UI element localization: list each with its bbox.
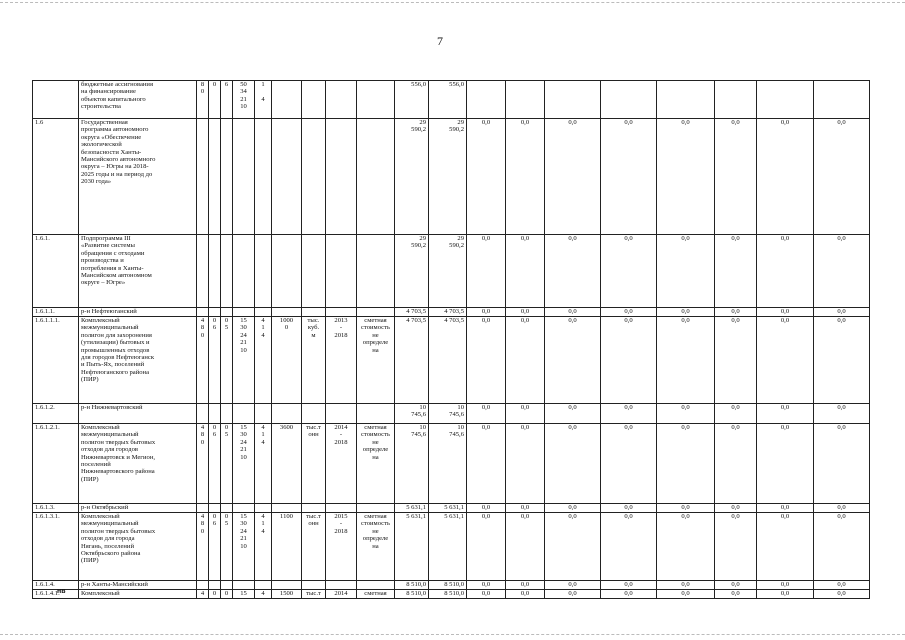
cell-year-2030 bbox=[814, 81, 870, 119]
cell-year-2020: 0,0 bbox=[506, 504, 545, 513]
cell-year-2025: 0,0 bbox=[757, 317, 814, 404]
cell-year-2030: 0,0 bbox=[814, 513, 870, 581]
cell-year-2030: 0,0 bbox=[814, 504, 870, 513]
cell-total-value: 8 510,0 bbox=[395, 590, 429, 599]
cell-year-2024: 0,0 bbox=[715, 235, 757, 308]
table-row bbox=[33, 504, 870, 513]
cell-code-b: 0 bbox=[209, 590, 221, 599]
cell-year-2022: 0,0 bbox=[601, 317, 657, 404]
cell-item-name: Комплексный bbox=[79, 590, 197, 599]
cell-code-d bbox=[233, 235, 255, 308]
cell-year-2022: 0,0 bbox=[601, 424, 657, 504]
cell-budget-value: 8 510,0 bbox=[429, 590, 467, 599]
cell-item-name: Комплексный межмуниципальный полигон твердых бытовых отходов для городов Нижневартовск и Мегион, поселений Нижневартовского района (ПИР) bbox=[79, 424, 197, 504]
cell-code-d bbox=[233, 119, 255, 235]
cell-cost bbox=[357, 119, 395, 235]
cell-code-c bbox=[221, 235, 233, 308]
cell-year-2019: 0,0 bbox=[467, 513, 506, 581]
cell-year-2021: 0,0 bbox=[545, 504, 601, 513]
cell-code-b bbox=[209, 504, 221, 513]
cell-total-value: 5 631,1 bbox=[395, 504, 429, 513]
table-row bbox=[33, 424, 870, 504]
cell-row-number: 1.6.1.3. bbox=[33, 504, 79, 513]
cell-year-2023 bbox=[657, 81, 715, 119]
cell-cost bbox=[357, 235, 395, 308]
cell-cost bbox=[357, 81, 395, 119]
cell-unit: тыс.т онн bbox=[302, 513, 326, 581]
cell-total-value: 29 590,2 bbox=[395, 235, 429, 308]
cell-code-a bbox=[197, 119, 209, 235]
cell-budget-value: 8 510,0 bbox=[429, 581, 467, 590]
cell-unit bbox=[302, 308, 326, 317]
cell-year-2023: 0,0 bbox=[657, 581, 715, 590]
cell-cost: сметная стоимость не определе на bbox=[357, 513, 395, 581]
cell-year-2025: 0,0 bbox=[757, 513, 814, 581]
cell-capacity: 1100 bbox=[272, 513, 302, 581]
scan-top-edge bbox=[0, 2, 905, 3]
cell-code-d bbox=[233, 581, 255, 590]
cell-item-name: Комплексный межмуниципальный полигон твердых бытовых отходов для города Нягань, поселений Октябрьского района (ПИР) bbox=[79, 513, 197, 581]
cell-budget-value: 10 745,6 bbox=[429, 424, 467, 504]
cell-code-a: 8 0 bbox=[197, 81, 209, 119]
cell-row-number: 1.6.1.4. bbox=[33, 581, 79, 590]
cell-unit bbox=[302, 404, 326, 424]
cell-code-d: 15 30 24 21 10 bbox=[233, 513, 255, 581]
scan-bottom-edge bbox=[0, 634, 905, 635]
cell-year-2019 bbox=[467, 81, 506, 119]
cell-code-c: 6 bbox=[221, 81, 233, 119]
cell-year-2022: 0,0 bbox=[601, 119, 657, 235]
cell-capacity bbox=[272, 581, 302, 590]
cell-capacity bbox=[272, 404, 302, 424]
cell-year-2019: 0,0 bbox=[467, 119, 506, 235]
cell-code-a: 4 bbox=[197, 590, 209, 599]
cell-code-b: 0 6 bbox=[209, 424, 221, 504]
cell-year-2022: 0,0 bbox=[601, 581, 657, 590]
cell-year-2023: 0,0 bbox=[657, 235, 715, 308]
cell-code-b bbox=[209, 581, 221, 590]
cell-year-2020: 0,0 bbox=[506, 308, 545, 317]
cell-code-c bbox=[221, 404, 233, 424]
cell-year-2022: 0,0 bbox=[601, 504, 657, 513]
cell-code-d: 15 30 24 21 10 bbox=[233, 424, 255, 504]
cell-code-d bbox=[233, 308, 255, 317]
cell-year-2024: 0,0 bbox=[715, 317, 757, 404]
cell-item-name: Государственная программа автономного округа «Обеспечение экологической безопасности Ханты- Мансийского автономного округа – Югры на 2018- 2025 годы и на период до 2030 года» bbox=[79, 119, 197, 235]
cell-row-number: 1.6.1.2.1. bbox=[33, 424, 79, 504]
cell-code-b: 0 6 bbox=[209, 513, 221, 581]
cell-item-name: бюджетные ассигнования на финансирование объектов капитального строительства bbox=[79, 81, 197, 119]
cell-code-b bbox=[209, 308, 221, 317]
cell-row-number bbox=[33, 81, 79, 119]
cell-code-e: 4 bbox=[255, 590, 272, 599]
cell-total-value: 8 510,0 bbox=[395, 581, 429, 590]
cell-year-2021: 0,0 bbox=[545, 235, 601, 308]
cell-code-d bbox=[233, 404, 255, 424]
cell-year-2020: 0,0 bbox=[506, 235, 545, 308]
table-row bbox=[33, 119, 870, 235]
cell-year-2019: 0,0 bbox=[467, 590, 506, 599]
cell-code-a bbox=[197, 404, 209, 424]
cell-year-2023: 0,0 bbox=[657, 404, 715, 424]
cell-capacity: 3600 bbox=[272, 424, 302, 504]
cell-year-2024 bbox=[715, 81, 757, 119]
cell-year-2021: 0,0 bbox=[545, 590, 601, 599]
cell-code-c bbox=[221, 119, 233, 235]
cell-code-d: 50 34 21 10 bbox=[233, 81, 255, 119]
cell-year-2022: 0,0 bbox=[601, 513, 657, 581]
cell-year-2022 bbox=[601, 81, 657, 119]
cell-year-2024: 0,0 bbox=[715, 308, 757, 317]
cell-capacity: 1500 bbox=[272, 590, 302, 599]
cell-code-e bbox=[255, 504, 272, 513]
cell-code-e bbox=[255, 404, 272, 424]
cell-year-2019: 0,0 bbox=[467, 308, 506, 317]
cell-year-2021 bbox=[545, 81, 601, 119]
cell-item-name: р-н Октябрьский bbox=[79, 504, 197, 513]
table-row bbox=[33, 81, 870, 119]
cell-year-2025: 0,0 bbox=[757, 424, 814, 504]
cell-period bbox=[326, 581, 357, 590]
cell-code-d: 15 bbox=[233, 590, 255, 599]
cell-year-2025: 0,0 bbox=[757, 404, 814, 424]
cell-year-2025: 0,0 bbox=[757, 590, 814, 599]
cell-total-value: 4 703,5 bbox=[395, 317, 429, 404]
cell-year-2022: 0,0 bbox=[601, 308, 657, 317]
cell-budget-value: 10 745,6 bbox=[429, 404, 467, 424]
cell-year-2020: 0,0 bbox=[506, 317, 545, 404]
cell-total-value: 4 703,5 bbox=[395, 308, 429, 317]
cell-code-d: 15 30 24 21 10 bbox=[233, 317, 255, 404]
cell-row-number: 1.6 bbox=[33, 119, 79, 235]
cell-code-a: 4 8 0 bbox=[197, 424, 209, 504]
cell-capacity bbox=[272, 81, 302, 119]
cell-year-2030: 0,0 bbox=[814, 590, 870, 599]
cell-year-2025: 0,0 bbox=[757, 308, 814, 317]
cell-budget-value: 4 703,5 bbox=[429, 308, 467, 317]
cell-unit: тыс. куб. м bbox=[302, 317, 326, 404]
cell-row-number: 1.6.1. bbox=[33, 235, 79, 308]
cell-year-2024: 0,0 bbox=[715, 513, 757, 581]
cell-unit bbox=[302, 119, 326, 235]
cell-year-2025 bbox=[757, 81, 814, 119]
cell-code-a: 4 8 0 bbox=[197, 317, 209, 404]
cell-period bbox=[326, 404, 357, 424]
cell-cost bbox=[357, 581, 395, 590]
cell-item-name: р-н Нефтеюганский bbox=[79, 308, 197, 317]
cell-year-2019: 0,0 bbox=[467, 317, 506, 404]
cell-year-2020: 0,0 bbox=[506, 404, 545, 424]
cell-total-value: 10 745,6 bbox=[395, 424, 429, 504]
cell-cost: сметная стоимость не определе на bbox=[357, 317, 395, 404]
cell-code-e: 4 1 4 bbox=[255, 424, 272, 504]
cell-code-c: 0 bbox=[221, 590, 233, 599]
cell-period: 2014 bbox=[326, 590, 357, 599]
cell-total-value: 10 745,6 bbox=[395, 404, 429, 424]
cell-item-name: р-н Нижневартовский bbox=[79, 404, 197, 424]
cell-budget-value: 29 590,2 bbox=[429, 235, 467, 308]
cell-code-b: 0 bbox=[209, 81, 221, 119]
cell-cost bbox=[357, 404, 395, 424]
cell-cost: сметная bbox=[357, 590, 395, 599]
cell-year-2020 bbox=[506, 81, 545, 119]
cell-capacity bbox=[272, 235, 302, 308]
table-row bbox=[33, 581, 870, 590]
cell-capacity bbox=[272, 504, 302, 513]
cell-unit: тыс.т bbox=[302, 590, 326, 599]
cell-code-a bbox=[197, 504, 209, 513]
cell-year-2021: 0,0 bbox=[545, 404, 601, 424]
cell-year-2021: 0,0 bbox=[545, 308, 601, 317]
cell-code-c bbox=[221, 581, 233, 590]
cell-year-2025: 0,0 bbox=[757, 235, 814, 308]
cell-year-2023: 0,0 bbox=[657, 513, 715, 581]
cell-code-b: 0 6 bbox=[209, 317, 221, 404]
cell-cost: сметная стоимость не определе на bbox=[357, 424, 395, 504]
cell-unit bbox=[302, 581, 326, 590]
cell-period bbox=[326, 81, 357, 119]
table-row bbox=[33, 513, 870, 581]
cell-year-2020: 0,0 bbox=[506, 513, 545, 581]
page-number: 7 bbox=[437, 34, 443, 48]
cell-year-2024: 0,0 bbox=[715, 581, 757, 590]
cell-period: 2013 - 2018 bbox=[326, 317, 357, 404]
cell-year-2030: 0,0 bbox=[814, 404, 870, 424]
cell-period: 2015 - 2018 bbox=[326, 513, 357, 581]
cell-year-2021: 0,0 bbox=[545, 424, 601, 504]
cell-total-value: 5 631,1 bbox=[395, 513, 429, 581]
cell-code-e: 4 1 4 bbox=[255, 317, 272, 404]
cell-year-2030: 0,0 bbox=[814, 317, 870, 404]
cell-code-a bbox=[197, 235, 209, 308]
cell-year-2024: 0,0 bbox=[715, 590, 757, 599]
cell-budget-value: 4 703,5 bbox=[429, 317, 467, 404]
cell-capacity bbox=[272, 308, 302, 317]
cell-item-name: р-н Ханты-Мансийский bbox=[79, 581, 197, 590]
cell-year-2030: 0,0 bbox=[814, 235, 870, 308]
cell-year-2021: 0,0 bbox=[545, 513, 601, 581]
cell-year-2019: 0,0 bbox=[467, 404, 506, 424]
cell-year-2022: 0,0 bbox=[601, 235, 657, 308]
cell-row-number: 1.6.1.3.1. bbox=[33, 513, 79, 581]
cell-row-number: 1.6.1.1. bbox=[33, 308, 79, 317]
cell-item-name: Подпрограмма III «Развитие системы обращения с отходами производства и потребления в Ханты- Мансийском автономном округе – Югре» bbox=[79, 235, 197, 308]
cell-code-e bbox=[255, 308, 272, 317]
cell-code-e: 4 1 4 bbox=[255, 513, 272, 581]
cell-year-2020: 0,0 bbox=[506, 581, 545, 590]
cell-year-2024: 0,0 bbox=[715, 404, 757, 424]
cell-period bbox=[326, 119, 357, 235]
cell-code-a: 4 8 0 bbox=[197, 513, 209, 581]
cell-year-2019: 0,0 bbox=[467, 581, 506, 590]
cell-row-number: 1.6.1.2. bbox=[33, 404, 79, 424]
cell-code-b bbox=[209, 235, 221, 308]
cell-year-2023: 0,0 bbox=[657, 317, 715, 404]
table-row bbox=[33, 317, 870, 404]
cell-period: 2014 - 2018 bbox=[326, 424, 357, 504]
cell-year-2021: 0,0 bbox=[545, 119, 601, 235]
cell-year-2019: 0,0 bbox=[467, 424, 506, 504]
cell-year-2023: 0,0 bbox=[657, 504, 715, 513]
cell-code-c: 0 5 bbox=[221, 317, 233, 404]
cell-item-name: Комплексный межмуниципальный полигон для захоронения (утилизации) бытовых и промышленных отходов для городов Нефтеюганск и Пыть-Ях, поселений Нефтеюганского района (ПИР) bbox=[79, 317, 197, 404]
cell-unit bbox=[302, 81, 326, 119]
cell-year-2030: 0,0 bbox=[814, 119, 870, 235]
cell-budget-value: 5 631,1 bbox=[429, 504, 467, 513]
cell-year-2030: 0,0 bbox=[814, 308, 870, 317]
cell-total-value: 556,0 bbox=[395, 81, 429, 119]
table-row bbox=[33, 235, 870, 308]
cell-unit bbox=[302, 504, 326, 513]
cell-code-d bbox=[233, 504, 255, 513]
cell-year-2025: 0,0 bbox=[757, 119, 814, 235]
cell-budget-value: 29 590,2 bbox=[429, 119, 467, 235]
cell-code-a bbox=[197, 308, 209, 317]
cell-code-e: 1 4 bbox=[255, 81, 272, 119]
cell-year-2025: 0,0 bbox=[757, 581, 814, 590]
cell-total-value: 29 590,2 bbox=[395, 119, 429, 235]
cell-code-c: 0 5 bbox=[221, 513, 233, 581]
cell-year-2023: 0,0 bbox=[657, 308, 715, 317]
cell-code-e bbox=[255, 235, 272, 308]
cell-year-2020: 0,0 bbox=[506, 424, 545, 504]
cell-year-2021: 0,0 bbox=[545, 317, 601, 404]
cell-year-2022: 0,0 bbox=[601, 404, 657, 424]
cell-code-e bbox=[255, 119, 272, 235]
cell-code-c bbox=[221, 504, 233, 513]
cell-unit: тыс.т онн bbox=[302, 424, 326, 504]
cell-year-2024: 0,0 bbox=[715, 424, 757, 504]
cell-unit bbox=[302, 235, 326, 308]
cell-code-c: 0 5 bbox=[221, 424, 233, 504]
cell-budget-value: 556,0 bbox=[429, 81, 467, 119]
cell-code-a bbox=[197, 581, 209, 590]
cell-period bbox=[326, 308, 357, 317]
cell-code-b bbox=[209, 119, 221, 235]
cell-budget-value: 5 631,1 bbox=[429, 513, 467, 581]
cell-year-2030: 0,0 bbox=[814, 424, 870, 504]
investment-table bbox=[32, 80, 870, 599]
cell-year-2020: 0,0 bbox=[506, 590, 545, 599]
cell-code-e bbox=[255, 581, 272, 590]
table-row bbox=[33, 404, 870, 424]
cell-code-b bbox=[209, 404, 221, 424]
cell-year-2024: 0,0 bbox=[715, 119, 757, 235]
cell-capacity: 1000 0 bbox=[272, 317, 302, 404]
cell-year-2024: 0,0 bbox=[715, 504, 757, 513]
cell-year-2021: 0,0 bbox=[545, 581, 601, 590]
footer-mark: нв bbox=[57, 588, 66, 595]
cell-period bbox=[326, 504, 357, 513]
cell-year-2025: 0,0 bbox=[757, 504, 814, 513]
cell-period bbox=[326, 235, 357, 308]
cell-year-2019: 0,0 bbox=[467, 504, 506, 513]
cell-year-2023: 0,0 bbox=[657, 424, 715, 504]
cell-year-2019: 0,0 bbox=[467, 235, 506, 308]
cell-year-2023: 0,0 bbox=[657, 590, 715, 599]
cell-cost bbox=[357, 504, 395, 513]
cell-cost bbox=[357, 308, 395, 317]
cell-year-2020: 0,0 bbox=[506, 119, 545, 235]
table-row bbox=[33, 308, 870, 317]
table-row bbox=[33, 590, 870, 599]
cell-year-2030: 0,0 bbox=[814, 581, 870, 590]
cell-code-c bbox=[221, 308, 233, 317]
cell-row-number: 1.6.1.1.1. bbox=[33, 317, 79, 404]
cell-year-2022: 0,0 bbox=[601, 590, 657, 599]
cell-year-2023: 0,0 bbox=[657, 119, 715, 235]
cell-capacity bbox=[272, 119, 302, 235]
cell-row-number: 1.6.1.4.1. bbox=[33, 590, 79, 599]
